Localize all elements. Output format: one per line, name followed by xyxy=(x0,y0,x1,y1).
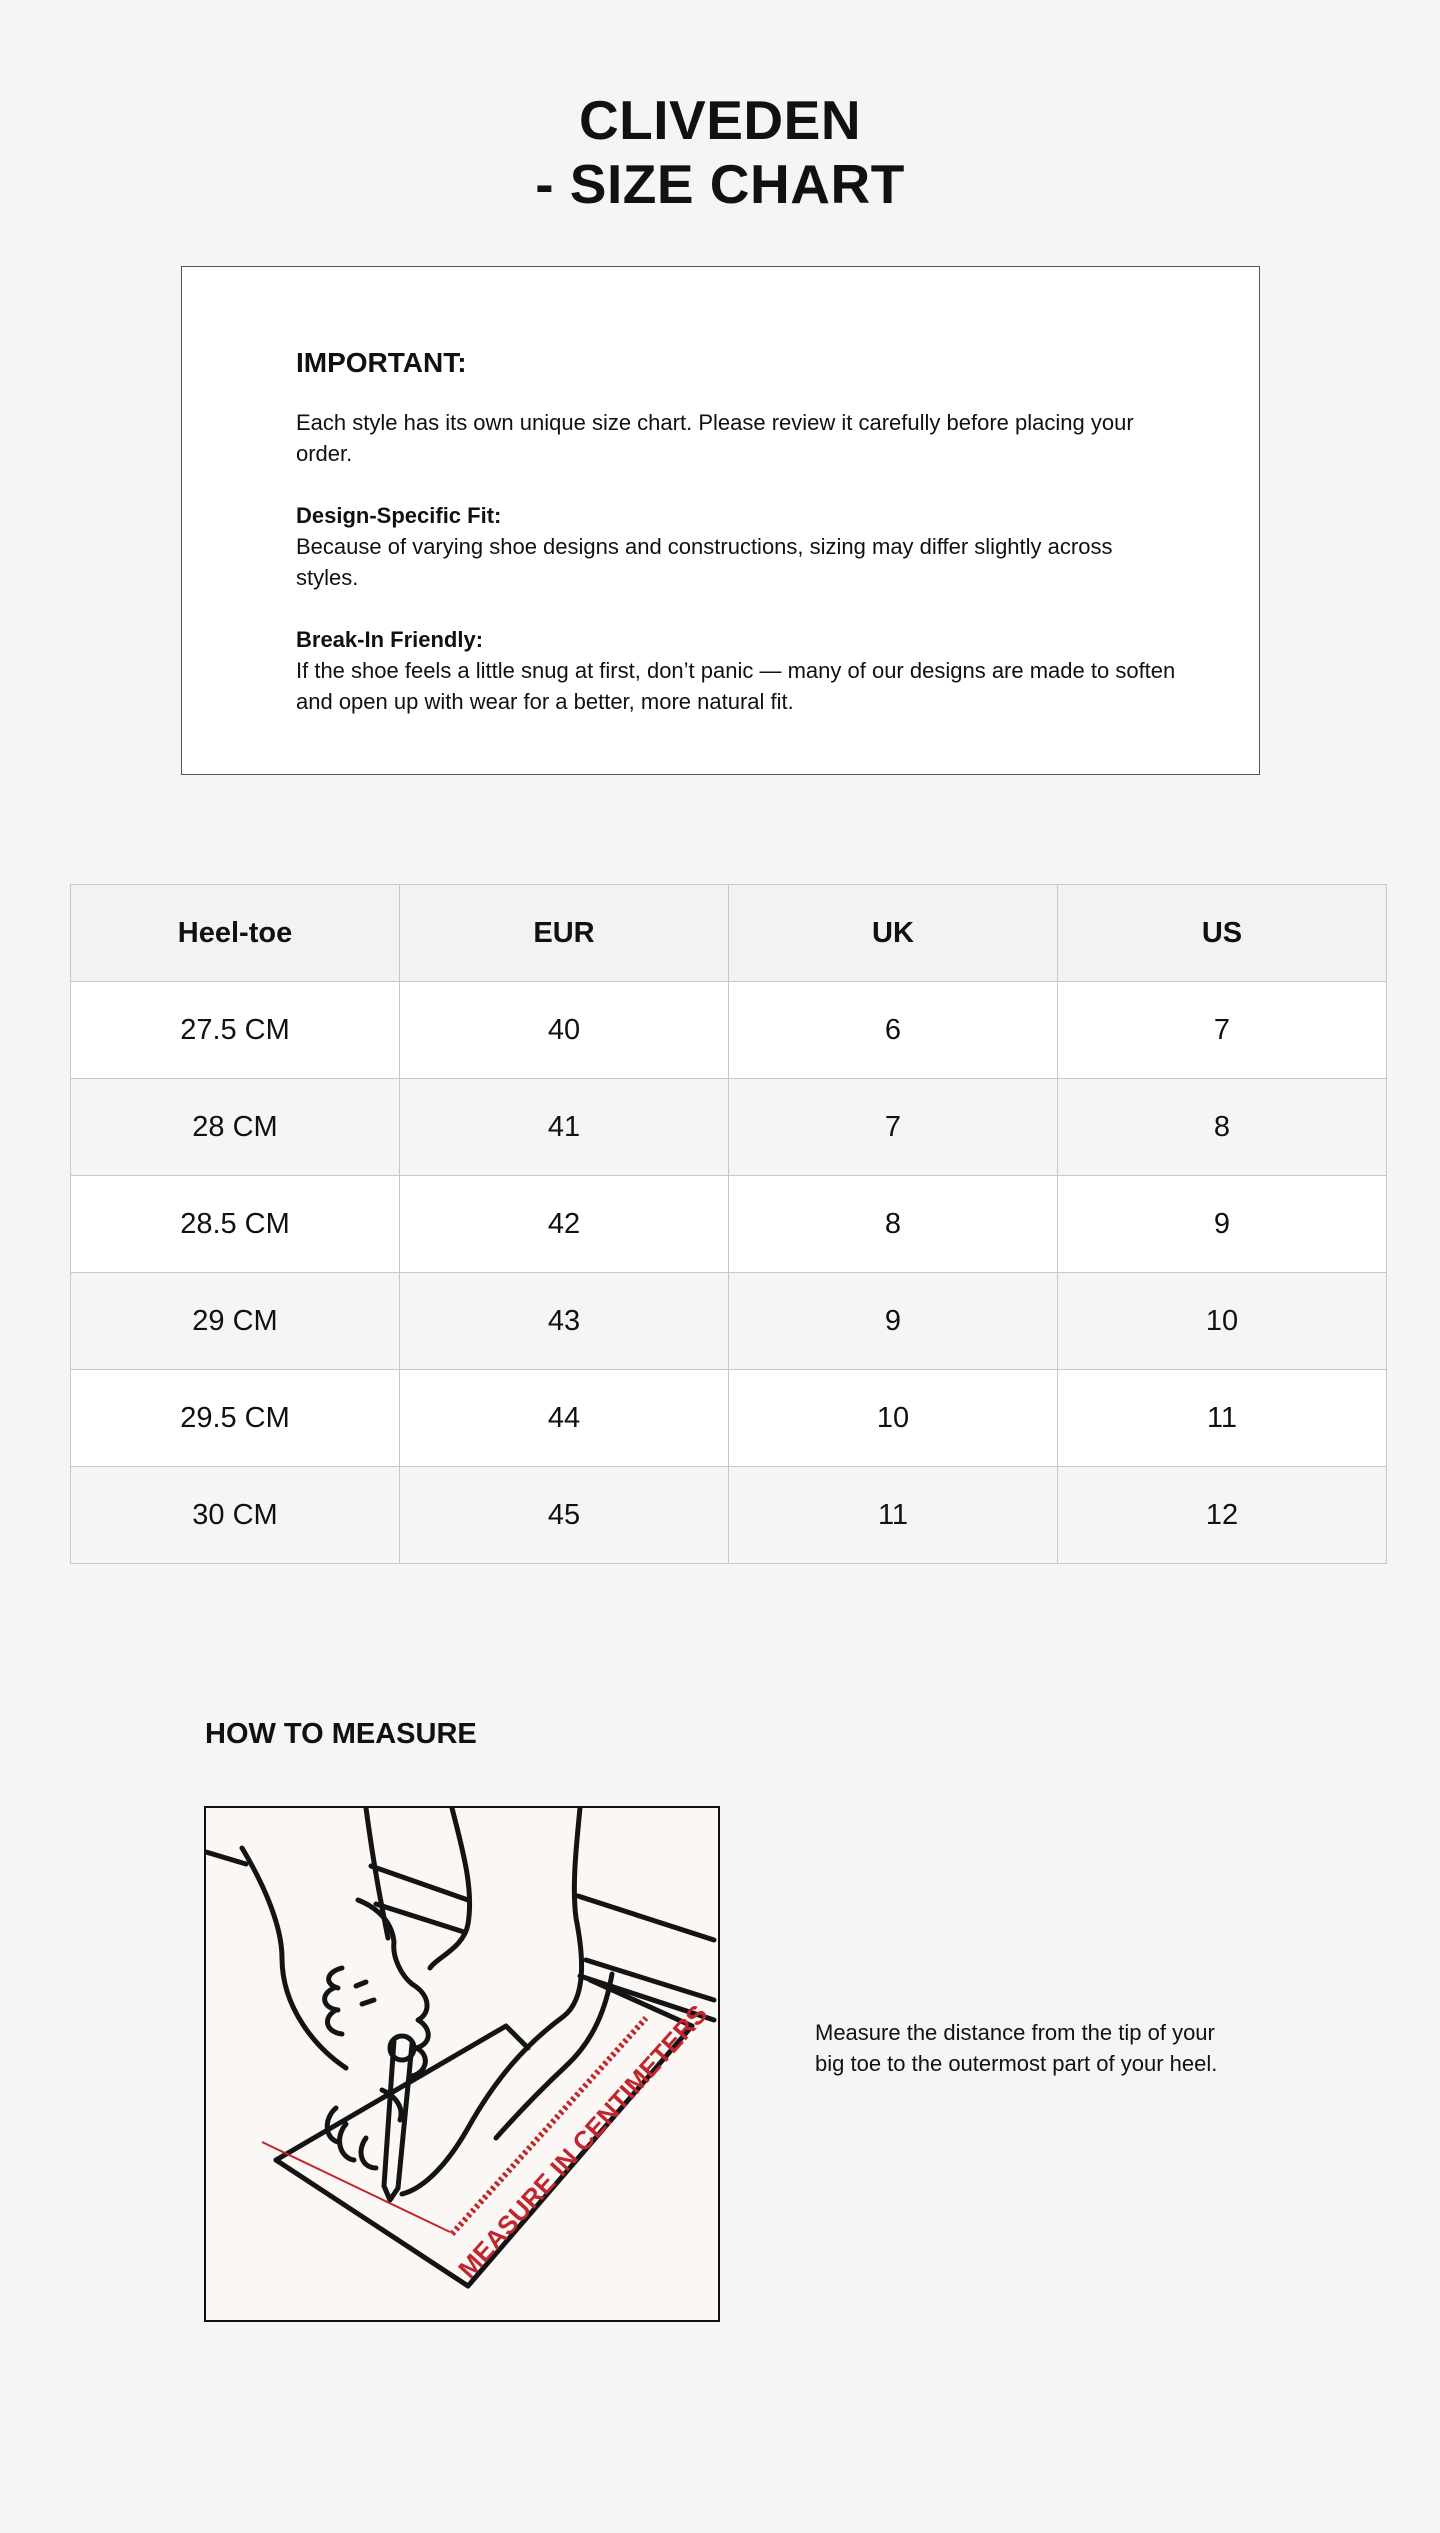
header-eur: EUR xyxy=(400,885,729,982)
notice-fit-text: Because of varying shoe designs and constructions, sizing may differ slightly across styles. xyxy=(296,534,1113,590)
table-row xyxy=(71,1176,1387,1273)
cell-eur: 41 xyxy=(400,1079,729,1176)
notice-intro: Each style has its own unique size chart. Please review it carefully before placing your order. xyxy=(296,410,1134,466)
cell-uk: 11 xyxy=(729,1467,1058,1564)
notice-breakin xyxy=(296,624,1176,717)
cell-us: 8 xyxy=(1058,1079,1387,1176)
table-row xyxy=(71,1467,1387,1564)
cell-eur: 44 xyxy=(400,1370,729,1467)
cell-eur: 40 xyxy=(400,982,729,1079)
cell-uk: 7 xyxy=(729,1079,1058,1176)
table-row xyxy=(71,1370,1387,1467)
table-header-row xyxy=(71,885,1387,982)
cell-heel-toe: 28.5 CM xyxy=(71,1176,400,1273)
table-row xyxy=(71,982,1387,1079)
page-title-line1: CLIVEDEN xyxy=(578,89,862,151)
measure-in-centimeters-label: MEASURE IN CENTIMETERS xyxy=(452,1998,714,2285)
table-row xyxy=(71,1079,1387,1176)
header-us: US xyxy=(1058,885,1387,982)
cell-us: 7 xyxy=(1058,982,1387,1079)
cell-us: 12 xyxy=(1058,1467,1387,1564)
page-title xyxy=(0,88,1440,216)
cell-us: 10 xyxy=(1058,1273,1387,1370)
header-heel-toe: Heel-toe xyxy=(71,885,400,982)
page-title-line2: - SIZE CHART xyxy=(535,153,905,215)
cell-eur: 43 xyxy=(400,1273,729,1370)
important-notice-box xyxy=(181,266,1260,775)
size-chart-table xyxy=(70,884,1387,1564)
header-uk: UK xyxy=(729,885,1058,982)
notice-heading: IMPORTANT: xyxy=(296,347,467,378)
cell-heel-toe: 27.5 CM xyxy=(71,982,400,1079)
notice-breakin-title: Break-In Friendly: xyxy=(296,627,484,652)
notice-fit xyxy=(296,500,1176,593)
cell-uk: 9 xyxy=(729,1273,1058,1370)
cell-uk: 10 xyxy=(729,1370,1058,1467)
cell-uk: 6 xyxy=(729,982,1058,1079)
how-to-measure-heading: HOW TO MEASURE xyxy=(205,1718,477,1750)
cell-uk: 8 xyxy=(729,1176,1058,1273)
notice-fit-title: Design-Specific Fit: xyxy=(296,503,502,528)
notice-breakin-text: If the shoe feels a little snug at first, don’t panic — many of our designs are made to soften and open up with wear for a better, more natural fit. xyxy=(296,658,1176,714)
measure-instruction: Measure the distance from the tip of your big toe to the outermost part of your heel. xyxy=(815,2020,1218,2076)
cell-eur: 42 xyxy=(400,1176,729,1273)
cell-heel-toe: 29.5 CM xyxy=(71,1370,400,1467)
table-row xyxy=(71,1273,1387,1370)
foot-measuring-icon xyxy=(206,1808,718,2320)
cell-us: 9 xyxy=(1058,1176,1387,1273)
cell-us: 11 xyxy=(1058,1370,1387,1467)
cell-heel-toe: 30 CM xyxy=(71,1467,400,1564)
foot-measuring-illustration xyxy=(204,1806,720,2322)
cell-heel-toe: 29 CM xyxy=(71,1273,400,1370)
cell-eur: 45 xyxy=(400,1467,729,1564)
cell-heel-toe: 28 CM xyxy=(71,1079,400,1176)
